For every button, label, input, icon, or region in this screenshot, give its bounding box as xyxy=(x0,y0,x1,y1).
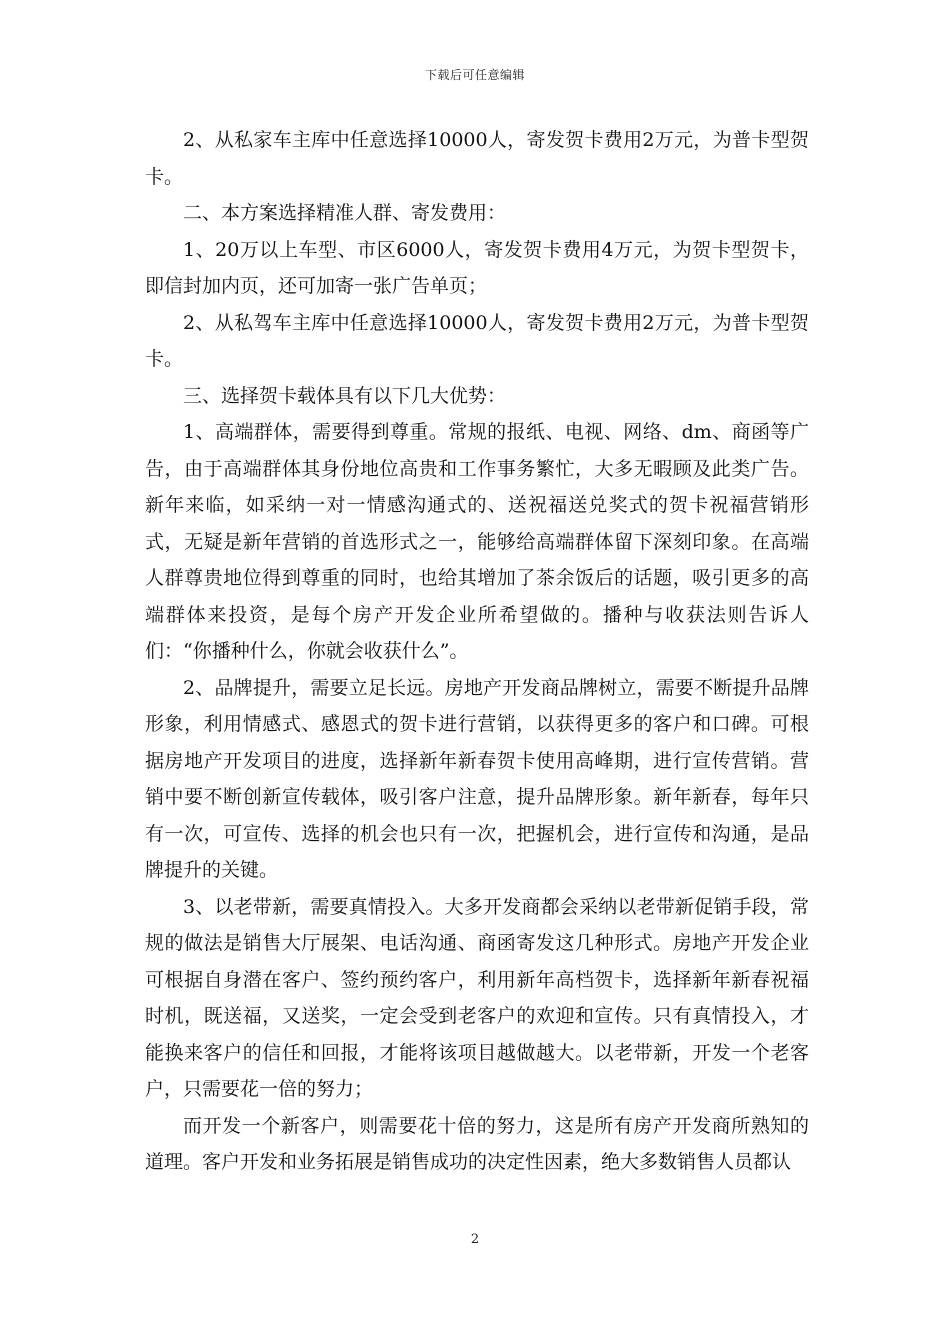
paragraph: 1、高端群体，需要得到尊重。常规的报纸、电视、网络、dm、商函等广告，由于高端群体其身份地位高贵和工作事务繁忙，大多无暇顾及此类广告。新年来临，如采纳一对一情感沟通式的、送祝福送兑奖式的贺卡祝福营销形式，无疑是新年营销的首选形式之一，能够给高端群体留下深刻印象。在高端人群尊贵地位得到尊重的同时，也给其增加了茶余饭后的话题，吸引更多的高端群体来投资，是每个房产开发企业所希望做的。播种与收获法则告诉人们：“你播种什么，你就会收获什么”。 xyxy=(145,421,809,662)
section-heading: 三、选择贺卡载体具有以下几大优势： xyxy=(183,384,507,407)
page-number: 2 xyxy=(470,1232,480,1247)
paragraph: 而开发一个新客户，则需要花十倍的努力，这是所有房产开发商所熟知的道理。客户开发和业务拓展是销售成功的决定性因素，绝大多数销售人员都认 xyxy=(145,1114,809,1173)
paragraph: 1、20万以上车型、市区6000人，寄发贺卡费用4万元，为贺卡型贺卡，即信封加内页，还可加寄一张广告单页； xyxy=(145,238,809,297)
document-body xyxy=(145,122,809,1181)
paragraph: 2、从私家车主库中任意选择10000人，寄发贺卡费用2万元，为普卡型贺卡。 xyxy=(145,129,809,188)
paragraph: 2、从私驾车主库中任意选择10000人，寄发贺卡费用2万元，为普卡型贺卡。 xyxy=(145,311,809,370)
paragraph: 3、以老带新，需要真情投入。大多开发商都会采纳以老带新促销手段，常规的做法是销售大厅展架、电话沟通、商函寄发这几种形式。房地产开发企业可根据自身潜在客户、签约预约客户，利用新年高档贺卡，选择新年新春祝福时机，既送福，又送奖，一定会受到老客户的欢迎和宣传。只有真情投入，才能换来客户的信任和回报，才能将该项目越做越大。以老带新，开发一个老客户，只需要花一倍的努力； xyxy=(145,895,809,1100)
paragraph: 2、品牌提升，需要立足长远。房地产开发商品牌树立，需要不断提升品牌形象，利用情感式、感恩式的贺卡进行营销，以获得更多的客户和口碑。可根据房地产开发项目的进度，选择新年新春贺卡使用高峰期，进行宣传营销。营销中要不断创新宣传载体，吸引客户注意，提升品牌形象。新年新春，每年只有一次，可宣传、选择的机会也只有一次，把握机会，进行宣传和沟通，是品牌提升的关键。 xyxy=(145,676,809,881)
page-header: 下载后可任意编辑 xyxy=(424,68,525,82)
section-heading: 二、本方案选择精准人群、寄发费用： xyxy=(183,202,507,224)
